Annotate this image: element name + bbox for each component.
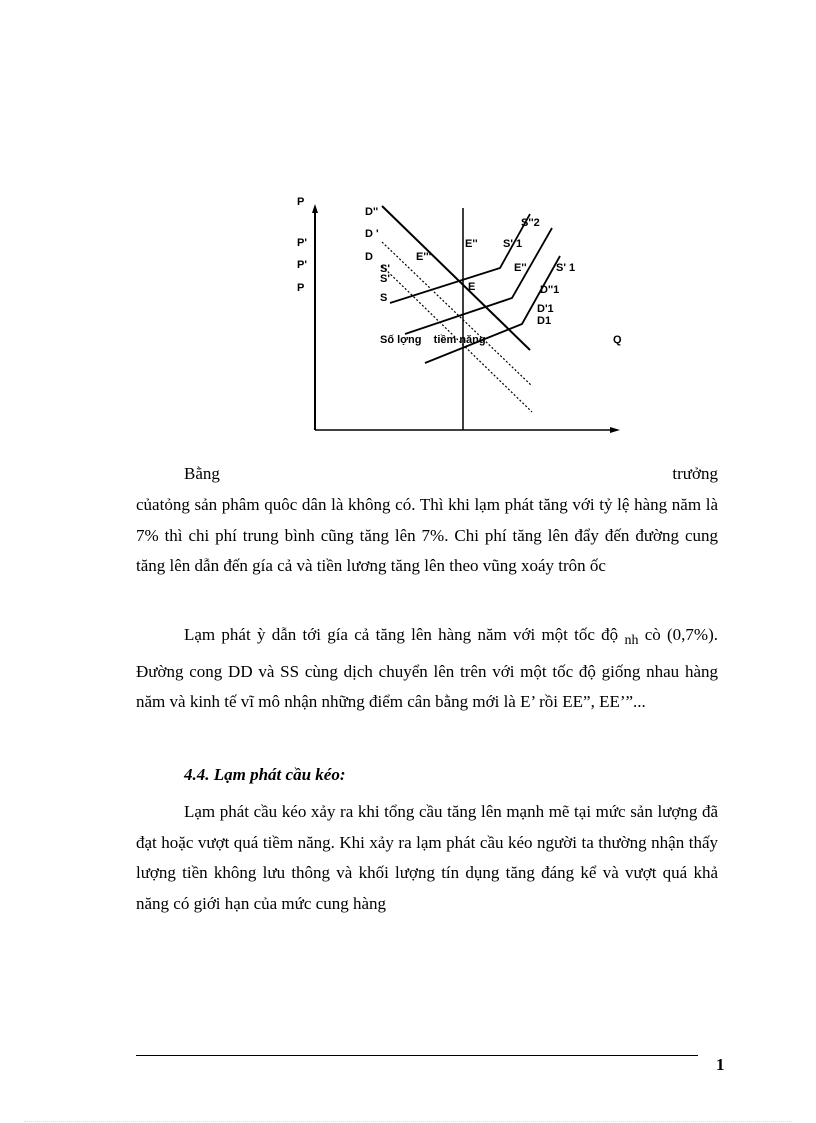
supply-curve-s-prime — [405, 228, 552, 334]
supply-label-s-prime-1-top: S' 1 — [503, 238, 523, 250]
supply-label-s-double-prime-2: S''2 — [521, 217, 540, 229]
first-line-left-word: Bằng — [184, 464, 220, 483]
price-label-p: P — [297, 282, 305, 294]
paragraph-1: củatỏng sản phâm quôc dân là không có. Thì khi lạm phát tăng với tỷ lệ hàng năm là 7% thì chi phí trung bình cũng tăng lên 7%. Chi phí tăng lên đẩy đến đường cung tăng lên dẫn đến gía cả và tiền lương tăng lên theo vũng xoáy trôn ốc — [136, 495, 718, 575]
first-text-line — [136, 459, 718, 489]
demand-label-d-prime-1: D'1 — [537, 303, 554, 315]
equilibrium-label-e-double-prime-right: E'' — [514, 262, 527, 274]
equilibrium-label-e: E — [468, 281, 476, 293]
price-label-p-prime-2: P' — [297, 259, 307, 271]
supply-label-s-prime-b: S' — [380, 273, 390, 285]
page-bottom-edge — [24, 1121, 792, 1122]
demand-label-d-double-prime: D'' — [365, 206, 379, 218]
demand-curve-d-prime — [382, 242, 532, 386]
price-label-p-prime-3: P' — [297, 237, 307, 249]
demand-label-d-prime: D ' — [365, 228, 379, 240]
first-line-right-word: trưởng — [672, 464, 718, 483]
paragraph-3: Lạm phát cầu kéo xảy ra khi tổng cầu tăng lên mạnh mẽ tại mức sản lượng đã đạt hoặc vượt quá tiềm năng. Khi xảy ra lạm phát cầu kéo người ta thường nhận thấy lượng tiền không lưu thông và khối lượng tín dụng tăng đáng kể và vượt quá khả năng có giới hạn của mức cung hàng — [136, 802, 718, 913]
equilibrium-label-e-double-prime-center: E'' — [465, 238, 478, 250]
supply-label-s: S — [380, 292, 388, 304]
q-axis-arrow — [610, 427, 620, 433]
paragraph-2-part-b: cò (0,7%). Đường cong DD và SS cùng dịch chuyển lên trên với một tốc độ giống nhau hàng năm và kinh tế vĩ mô nhận những điểm cân bằng mới là E’ rồi EE”, EE’”... — [136, 625, 719, 711]
demand-label-d: D — [365, 251, 373, 263]
paragraph-2-part-a: Lạm phát ỳ dẫn tới gía cả tăng lên hàng năm với một tốc độ — [184, 625, 619, 644]
paragraph-2-subscript: nh — [624, 633, 639, 648]
p-axis-label: P — [297, 196, 305, 208]
supply-curve-s-double-prime — [390, 214, 530, 303]
demand-curve-d-double-prime — [382, 206, 530, 350]
supply-label-s-prime-a: S' — [380, 263, 390, 275]
footer-rule — [136, 1055, 698, 1056]
demand-label-d-1: D1 — [537, 315, 552, 327]
section-heading: 4.4. Lạm phát cầu kéo: — [184, 765, 346, 784]
demand-label-d-double-prime-1: D''1 — [540, 284, 560, 296]
q-axis-label: Q — [613, 334, 622, 346]
supply-label-s-prime-1-right: S' 1 — [556, 262, 576, 274]
supply-demand-diagram — [290, 188, 630, 438]
potential-output-label: Số lợng tiềm năng — [380, 334, 486, 346]
p-axis-arrow — [312, 204, 318, 213]
equilibrium-label-e-triple-prime: E''' — [416, 251, 432, 263]
paragraph-2 — [136, 620, 718, 718]
page-number: 1 — [716, 1055, 725, 1074]
